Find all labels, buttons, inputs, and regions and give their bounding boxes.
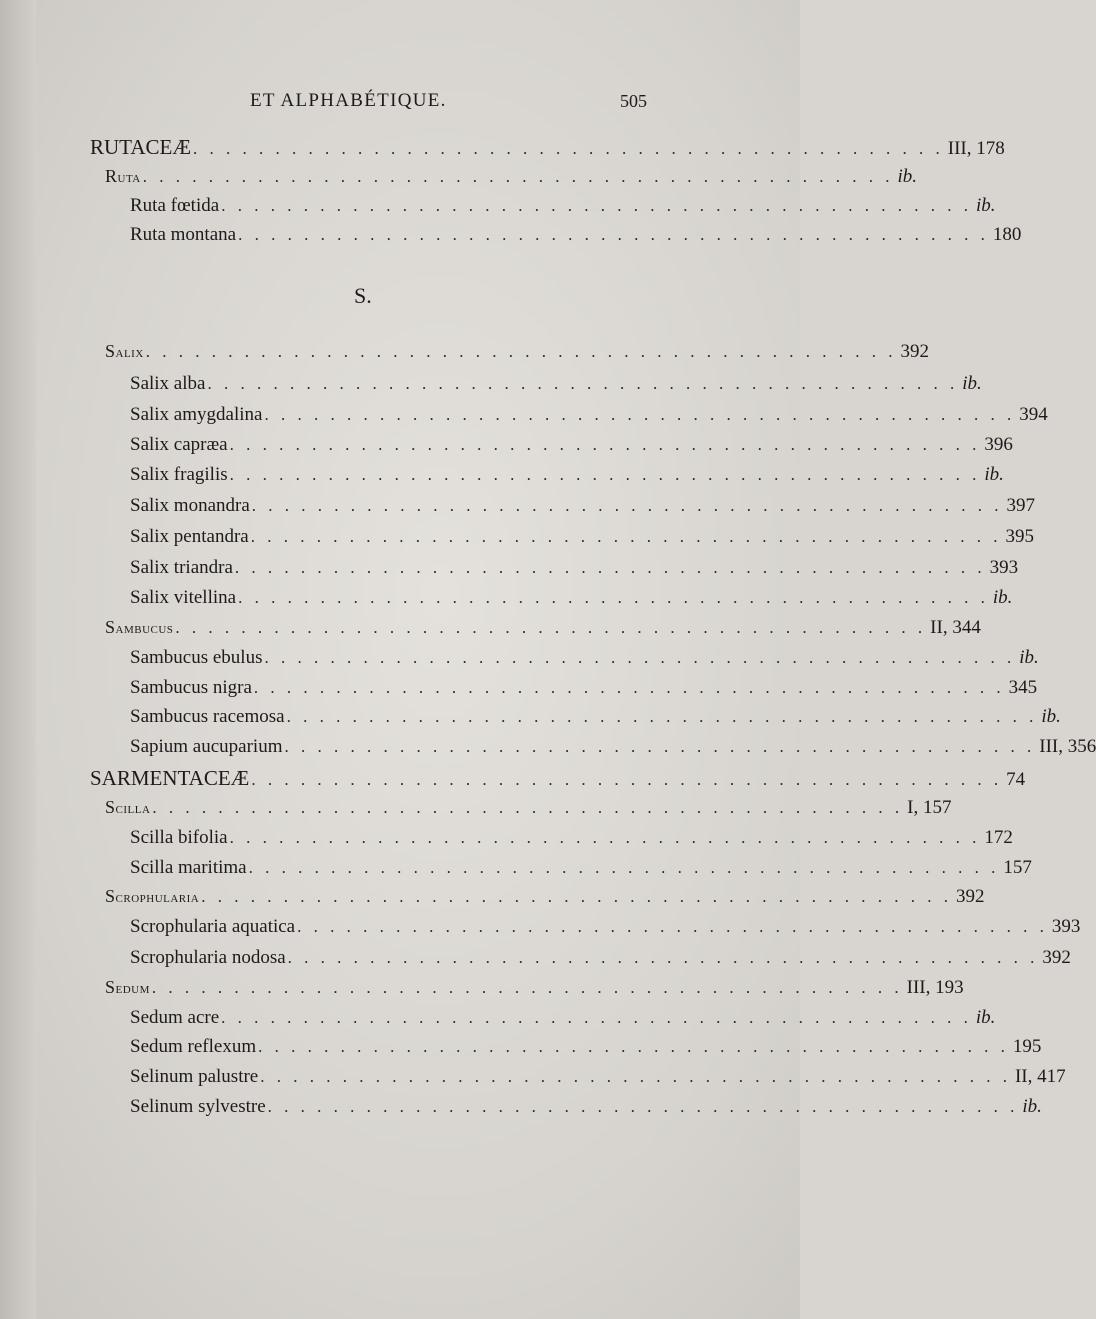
index-term: Salix monandra [130,495,250,516]
index-entry [105,797,952,827]
dot-leader: . . . . . . . . . . . . . . . . . . . . . . . . . . . . . . . . . . . . . . . . . . . . . . [238,225,989,244]
page-reference: 392 [1042,947,1071,968]
page-reference: ib. [962,373,982,394]
page-reference: III, 178 [947,138,1005,159]
index-entry [130,647,1039,677]
index-entry [130,224,1022,254]
dot-leader: . . . . . . . . . . . . . . . . . . . . . . . . . . . . . . . . . . . . . . . . . . . . . . [260,1067,1011,1086]
index-term: Sambucus ebulus [130,647,263,668]
index-entry [130,706,1061,736]
dot-leader: . . . . . . . . . . . . . . . . . . . . . . . . . . . . . . . . . . . . . . . . . . . . . . [229,828,981,847]
index-term: Scrophularia nodosa [130,947,286,968]
index-term: Ruta fœtida [130,195,220,216]
page-reference: 157 [1003,857,1032,878]
index-entry [130,736,1096,766]
index-term: Salix vitellina [130,587,237,608]
index-term: Ruta montana [130,224,237,245]
dot-leader: . . . . . . . . . . . . . . . . . . . . . . . . . . . . . . . . . . . . . . . . . . . . . . [145,342,897,361]
index-term: Scrophularia [105,886,200,906]
page-reference: ib. [975,1007,996,1028]
dot-leader: . . . . . . . . . . . . . . . . . . . . . . . . . . . . . . . . . . . . . . . . . . . . . . [238,588,989,607]
dot-leader: . . . . . . . . . . . . . . . . . . . . . . . . . . . . . . . . . . . . . . . . . . . . . . [264,648,1016,667]
index-term: Scilla maritima [130,857,247,878]
index-entry [130,1066,1066,1096]
index-term: Selinum sylvestre [130,1096,266,1117]
dot-leader: . . . . . . . . . . . . . . . . . . . . . . . . . . . . . . . . . . . . . . . . . . . . . . [221,1008,972,1027]
page-reference: II, 344 [930,617,981,638]
dot-leader: . . . . . . . . . . . . . . . . . . . . . . . . . . . . . . . . . . . . . . . . . . . . . . [229,465,981,484]
dot-leader: . . . . . . . . . . . . . . . . . . . . . . . . . . . . . . . . . . . . . . . . . . . . . . [229,435,981,454]
index-term: Scilla [105,797,151,817]
dot-leader: . . . . . . . . . . . . . . . . . . . . . . . . . . . . . . . . . . . . . . . . . . . . . . [234,558,986,577]
dot-leader: . . . . . . . . . . . . . . . . . . . . . . . . . . . . . . . . . . . . . . . . . . . . . . [250,527,1002,546]
dot-leader: . . . . . . . . . . . . . . . . . . . . . . . . . . . . . . . . . . . . . . . . . . . . . . [221,196,972,215]
index-term: Selinum palustre [130,1066,259,1087]
index-term: Sambucus racemosa [130,706,285,727]
index-entry [130,373,982,403]
index-entry [130,947,1071,977]
index-entry [130,526,1034,556]
dot-leader: . . . . . . . . . . . . . . . . . . . . . . . . . . . . . . . . . . . . . . . . . . . . . . [258,1037,1009,1056]
dot-leader: . . . . . . . . . . . . . . . . . . . . . . . . . . . . . . . . . . . . . . . . . . . . . . [264,405,1016,424]
page-reference: 345 [1008,677,1038,698]
page-reference: 396 [984,434,1013,455]
index-term: Salix triandra [130,557,233,578]
dot-leader: . . . . . . . . . . . . . . . . . . . . . . . . . . . . . . . . . . . . . . . . . . . . . . [142,167,894,186]
index-entry [130,1096,1042,1126]
dot-leader: . . . . . . . . . . . . . . . . . . . . . . . . . . . . . . . . . . . . . . . . . . . . . . [284,737,1036,756]
dot-leader: . . . . . . . . . . . . . . . . . . . . . . . . . . . . . . . . . . . . . . . . . . . . . . [193,139,944,158]
index-entry [130,587,1013,617]
index-entry [105,166,918,196]
page-reference: ib. [897,166,918,187]
running-title: ET ALPHABÉTIQUE. [250,90,447,111]
dot-leader: . . . . . . . . . . . . . . . . . . . . . . . . . . . . . . . . . . . . . . . . . . . . . . [175,618,927,637]
index-term: Sambucus nigra [130,677,252,698]
index-entry [130,195,996,225]
dot-leader: . . . . . . . . . . . . . . . . . . . . . . . . . . . . . . . . . . . . . . . . . . . . . . [152,798,904,817]
page-reference: ib. [1041,706,1061,727]
index-entry [130,1036,1042,1066]
index-term: Salix capræa [130,434,228,455]
index-entry [105,617,981,647]
page-reference: 74 [1006,769,1026,790]
dot-leader: . . . . . . . . . . . . . . . . . . . . . . . . . . . . . . . . . . . . . . . . . . . . . . [151,978,903,997]
dot-leader: . . . . . . . . . . . . . . . . . . . . . . . . . . . . . . . . . . . . . . . . . . . . . . [297,917,1048,936]
dot-leader: . . . . . . . . . . . . . . . . . . . . . . . . . . . . . . . . . . . . . . . . . . . . . . [201,887,952,906]
dot-leader: . . . . . . . . . . . . . . . . . . . . . . . . . . . . . . . . . . . . . . . . . . . . . . [248,858,1000,877]
index-entry [130,857,1032,887]
index-entry [130,464,1004,494]
page-reference: ib. [1019,647,1039,668]
dot-leader: . . . . . . . . . . . . . . . . . . . . . . . . . . . . . . . . . . . . . . . . . . . . . . [267,1097,1019,1116]
page-reference: ib. [992,587,1013,608]
page-number: 505 [620,91,647,111]
page-reference: I, 157 [907,797,952,818]
page-reference: III, 193 [906,977,964,998]
index-entry [105,977,964,1007]
index-entry [130,677,1038,707]
index-entry [130,434,1013,464]
index-term: Sedum [105,977,150,997]
page-reference: ib. [1022,1096,1042,1117]
dot-leader: . . . . . . . . . . . . . . . . . . . . . . . . . . . . . . . . . . . . . . . . . . . . . . [251,496,1003,515]
index-term: Sambucus [105,617,174,637]
index-term: Salix [105,341,144,361]
page-gutter-shadow [0,0,36,1319]
index-entry [130,557,1019,587]
index-term: Salix pentandra [130,526,249,547]
page-reference: 172 [984,827,1013,848]
index-entry [130,916,1081,946]
page-reference: 392 [900,341,930,362]
page-reference: 394 [1019,404,1048,425]
index-term: Scilla bifolia [130,827,228,848]
index-term: Salix amygdalina [130,404,263,425]
index-entry [130,495,1036,525]
page-reference: 395 [1005,526,1034,547]
index-entry [105,341,930,371]
index-term: Sedum reflexum [130,1036,257,1057]
index-term: RUTACEÆ [90,135,191,159]
index-term: Salix fragilis [130,464,228,485]
dot-leader: . . . . . . . . . . . . . . . . . . . . . . . . . . . . . . . . . . . . . . . . . . . . . . [207,374,959,393]
index-term: Salix alba [130,373,206,394]
index-term: Sedum acre [130,1007,220,1028]
index-entry [130,404,1048,434]
page-reference: II, 417 [1014,1066,1066,1087]
page-reference: 393 [989,557,1019,578]
page-reference: 397 [1006,495,1036,516]
dot-leader: . . . . . . . . . . . . . . . . . . . . . . . . . . . . . . . . . . . . . . . . . . . . . . [287,948,1039,967]
page-reference: 392 [956,886,985,907]
index-term: Ruta [105,166,141,186]
dot-leader: . . . . . . . . . . . . . . . . . . . . . . . . . . . . . . . . . . . . . . . . . . . . . . [251,770,1003,789]
index-term: Scrophularia aquatica [130,916,296,937]
index-entry [90,135,1005,165]
index-entry [130,827,1013,857]
running-head [0,90,800,120]
page-reference: 195 [1012,1036,1042,1057]
index-entry [130,1007,996,1037]
page-reference: 180 [992,224,1022,245]
page-reference: III, 356 [1039,736,1096,757]
dot-leader: . . . . . . . . . . . . . . . . . . . . . . . . . . . . . . . . . . . . . . . . . . . . . . [253,678,1005,697]
index-entry [105,886,985,916]
dot-leader: . . . . . . . . . . . . . . . . . . . . . . . . . . . . . . . . . . . . . . . . . . . . . . [286,707,1038,726]
page-reference: ib. [984,464,1004,485]
page-reference: 393 [1051,916,1081,937]
index-term: Sapium aucuparium [130,736,283,757]
index-entry [90,766,1026,796]
page-reference: ib. [975,195,996,216]
index-term: SARMENTACEÆ [90,766,250,790]
section-letter: S. [354,283,372,308]
